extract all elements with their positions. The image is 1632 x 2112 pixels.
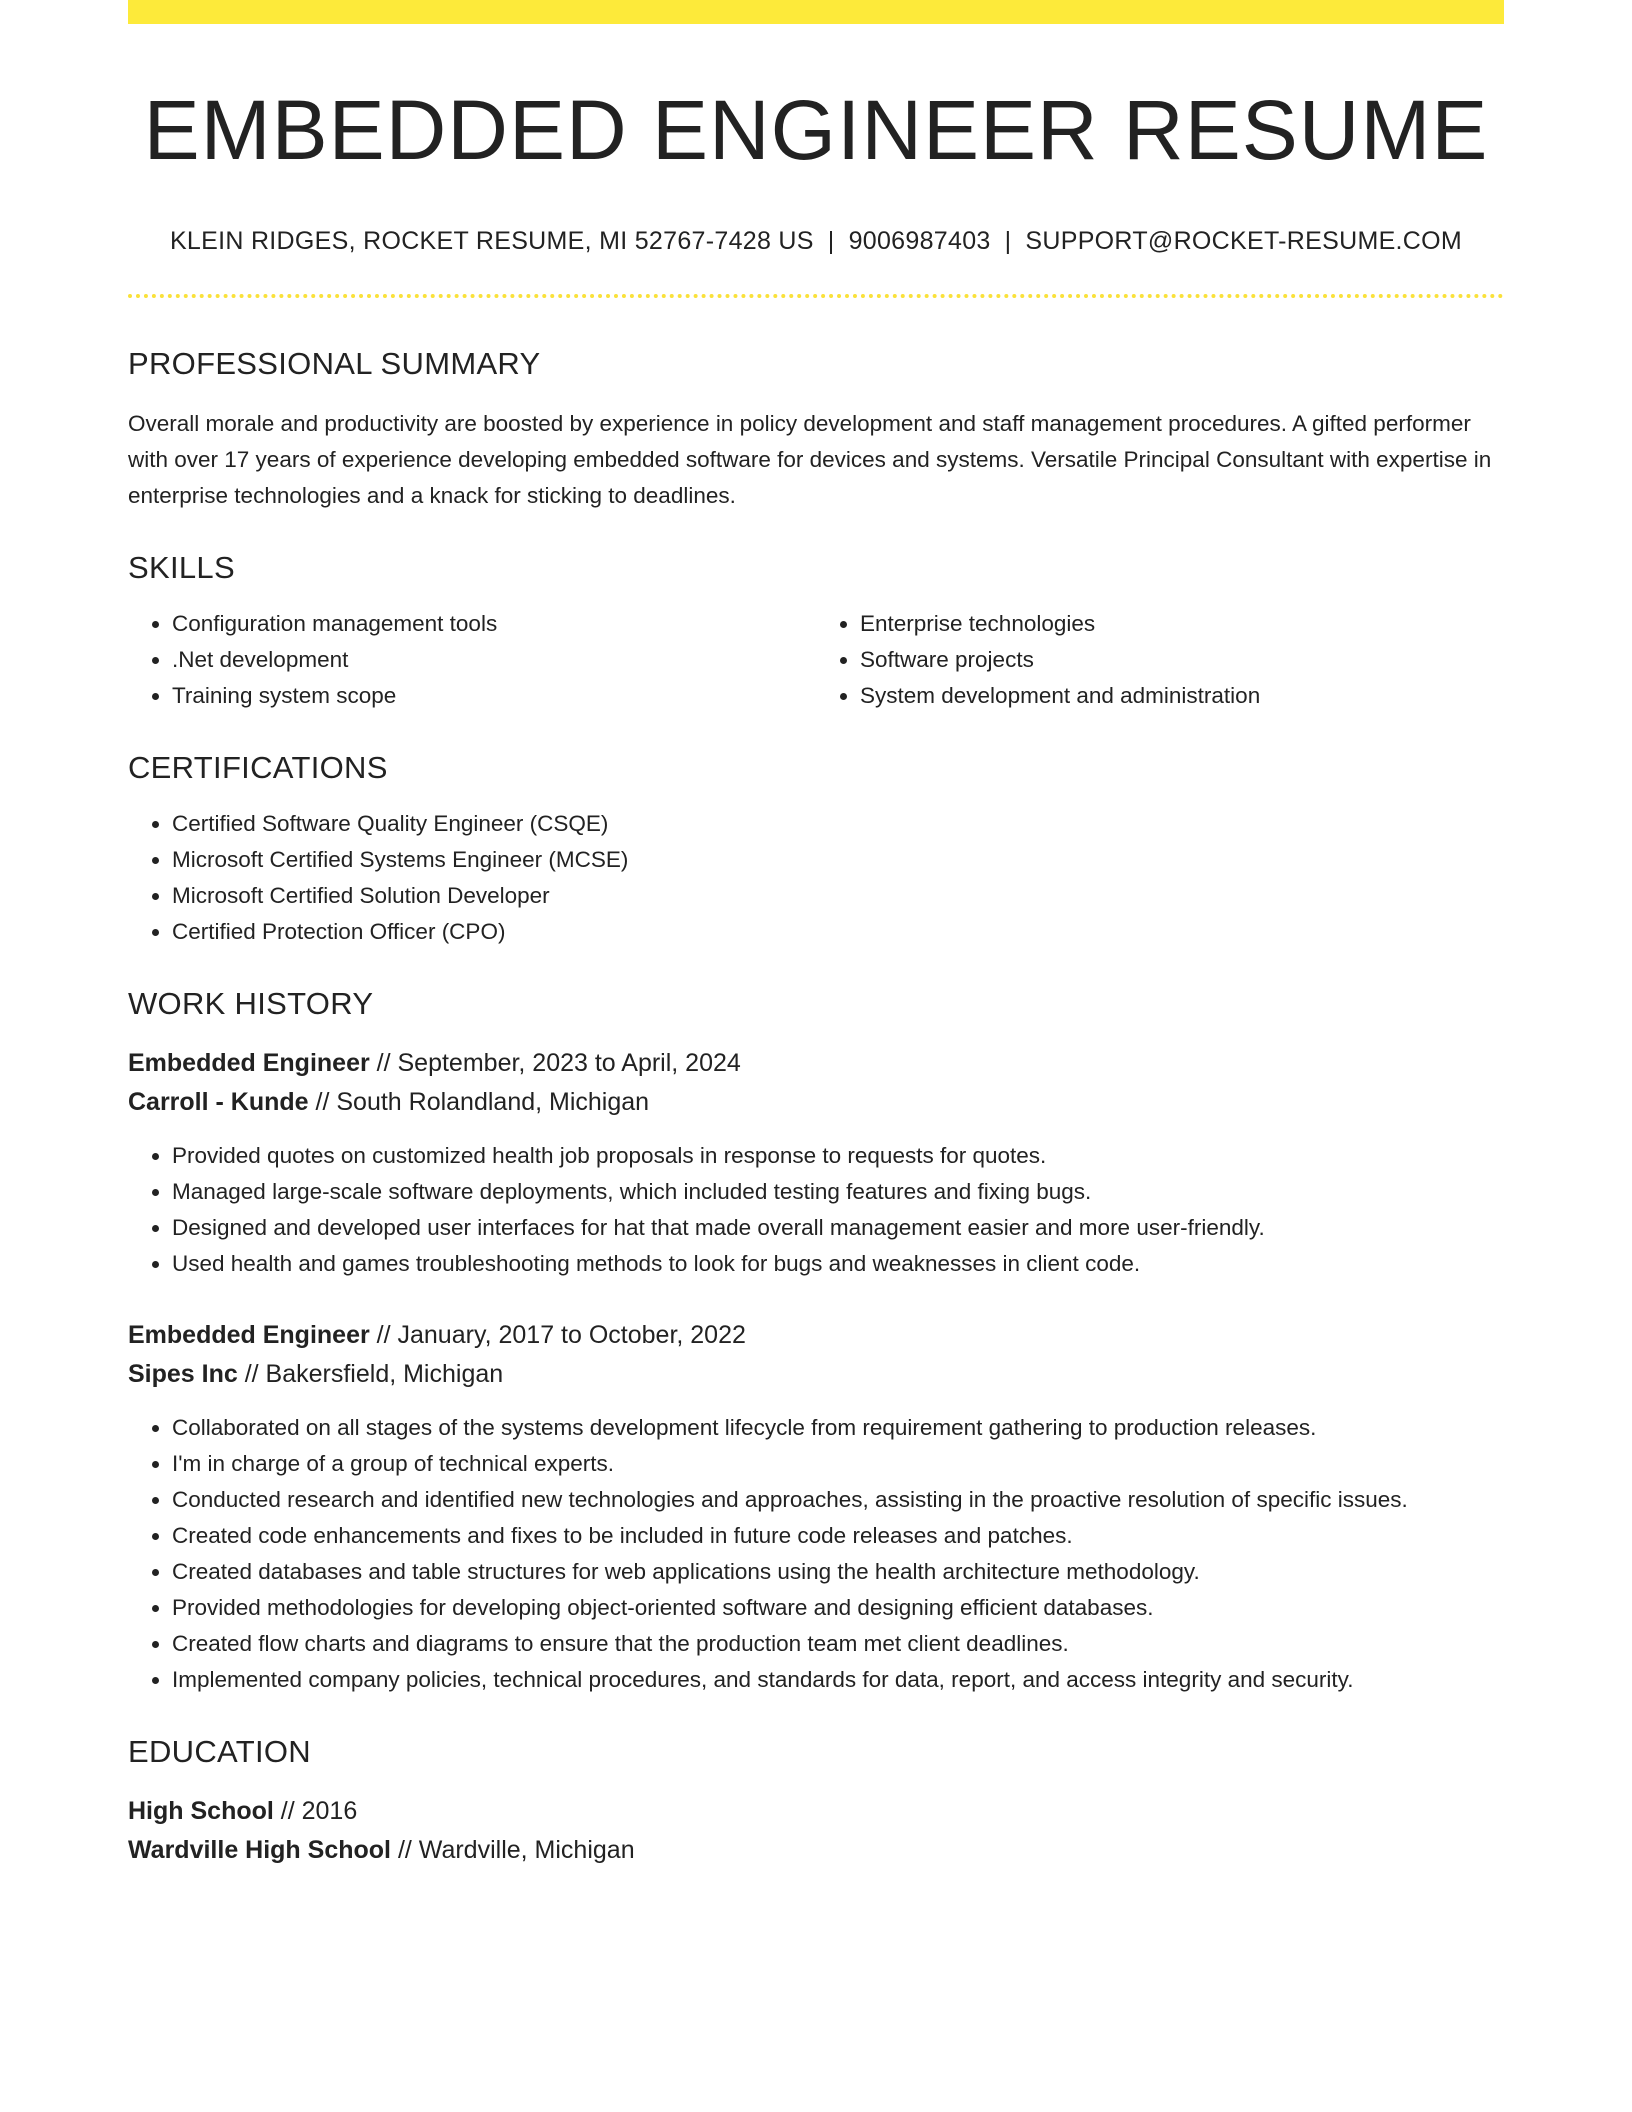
certifications-section (128, 750, 1504, 950)
list-item: • Created databases and table structures for web applications using the health architecture methodology. (172, 1554, 1504, 1590)
page-title: EMBEDDED ENGINEER RESUME (143, 83, 1489, 177)
job-bullets (128, 1138, 1504, 1282)
contact-separator: | (1004, 226, 1012, 255)
list-item: • Created code enhancements and fixes to be included in future code releases and patches. (172, 1518, 1504, 1554)
accent-bar (128, 0, 1504, 24)
section-heading: EDUCATION (128, 1733, 311, 1769)
list-item: • Enterprise technologies (860, 606, 1504, 642)
list-item: • Configuration management tools (172, 606, 816, 642)
job-title-line (128, 1316, 1504, 1355)
list-item: • System development and administration (860, 678, 1504, 714)
list-item: • Certified Protection Officer (CPO) (172, 914, 1504, 950)
list-item: • Managed large-scale software deployments, which included testing features and fixing bugs. (172, 1174, 1504, 1210)
section-heading: SKILLS (128, 549, 235, 585)
list-item: • Training system scope (172, 678, 816, 714)
job-company: Carroll - Kunde (128, 1087, 309, 1116)
list-item: • Provided quotes on customized health job proposals in response to requests for quotes. (172, 1138, 1504, 1174)
summary-section (128, 346, 1504, 514)
job-company-line (128, 1355, 1504, 1394)
education-location: // Wardville, Michigan (391, 1835, 635, 1864)
list-item: • I'm in charge of a group of technical experts. (172, 1446, 1504, 1482)
certifications-list (128, 806, 1504, 950)
job-title-line (128, 1044, 1504, 1083)
skills-section (128, 550, 1504, 714)
education-school-line (128, 1831, 1504, 1870)
contact-phone: 9006987403 (848, 226, 991, 255)
job-location: // South Rolandland, Michigan (308, 1087, 650, 1116)
contact-email: SUPPORT@ROCKET-RESUME.COM (1025, 226, 1463, 255)
resume-page (128, 0, 1504, 1870)
job-bullets (128, 1410, 1504, 1698)
section-heading: WORK HISTORY (128, 985, 374, 1021)
job-dates: // January, 2017 to October, 2022 (369, 1320, 746, 1349)
contact-separator: | (827, 226, 835, 255)
list-item: • Certified Software Quality Engineer (CSQE) (172, 806, 1504, 842)
skills-list-left (128, 606, 816, 714)
job-entry (128, 1316, 1504, 1698)
job-dates: // September, 2023 to April, 2024 (369, 1048, 741, 1077)
summary-text: Overall morale and productivity are boosted by experience in policy development and staff management procedures. A gifted performer with over 17 years of experience developing embedded software for devices and systems. Versatile Principal Consultant with expertise in enterprise technologies and a knack for sticking to deadlines. (128, 410, 1492, 508)
list-item: • Designed and developed user interfaces for hat that made overall management easier and more user-friendly. (172, 1210, 1504, 1246)
education-school: Wardville High School (128, 1835, 391, 1864)
list-item: • Microsoft Certified Systems Engineer (MCSE) (172, 842, 1504, 878)
job-title: Embedded Engineer (128, 1048, 370, 1077)
skills-list-right (816, 606, 1504, 714)
list-item: • Conducted research and identified new technologies and approaches, assisting in the proactive resolution of specific issues. (172, 1482, 1504, 1518)
job-entry (128, 1044, 1504, 1282)
list-item: • Microsoft Certified Solution Developer (172, 878, 1504, 914)
contact-line (128, 227, 1504, 256)
list-item: • Software projects (860, 642, 1504, 678)
skills-grid (128, 586, 1504, 714)
work-history-section (128, 986, 1504, 1698)
section-heading: CERTIFICATIONS (128, 749, 388, 785)
divider (128, 294, 1504, 298)
job-title: Embedded Engineer (128, 1320, 370, 1349)
education-degree: High School (128, 1796, 274, 1825)
job-location: // Bakersfield, Michigan (237, 1359, 504, 1388)
list-item: • Collaborated on all stages of the systems development lifecycle from requirement gathering to production releases. (172, 1410, 1504, 1446)
job-company: Sipes Inc (128, 1359, 238, 1388)
job-company-line (128, 1083, 1504, 1122)
education-section (128, 1734, 1504, 1870)
list-item: • Used health and games troubleshooting methods to look for bugs and weaknesses in client code. (172, 1246, 1504, 1282)
list-item: • .Net development (172, 642, 816, 678)
section-heading: PROFESSIONAL SUMMARY (128, 345, 541, 381)
list-item: • Provided methodologies for developing object-oriented software and designing efficient databases. (172, 1590, 1504, 1626)
contact-address: KLEIN RIDGES, ROCKET RESUME, MI 52767-7428 US (169, 226, 814, 255)
list-item: • Implemented company policies, technical procedures, and standards for data, report, and access integrity and security. (172, 1662, 1504, 1698)
list-item: • Created flow charts and diagrams to ensure that the production team met client deadlines. (172, 1626, 1504, 1662)
education-degree-line (128, 1792, 1504, 1831)
education-year: // 2016 (273, 1796, 358, 1825)
